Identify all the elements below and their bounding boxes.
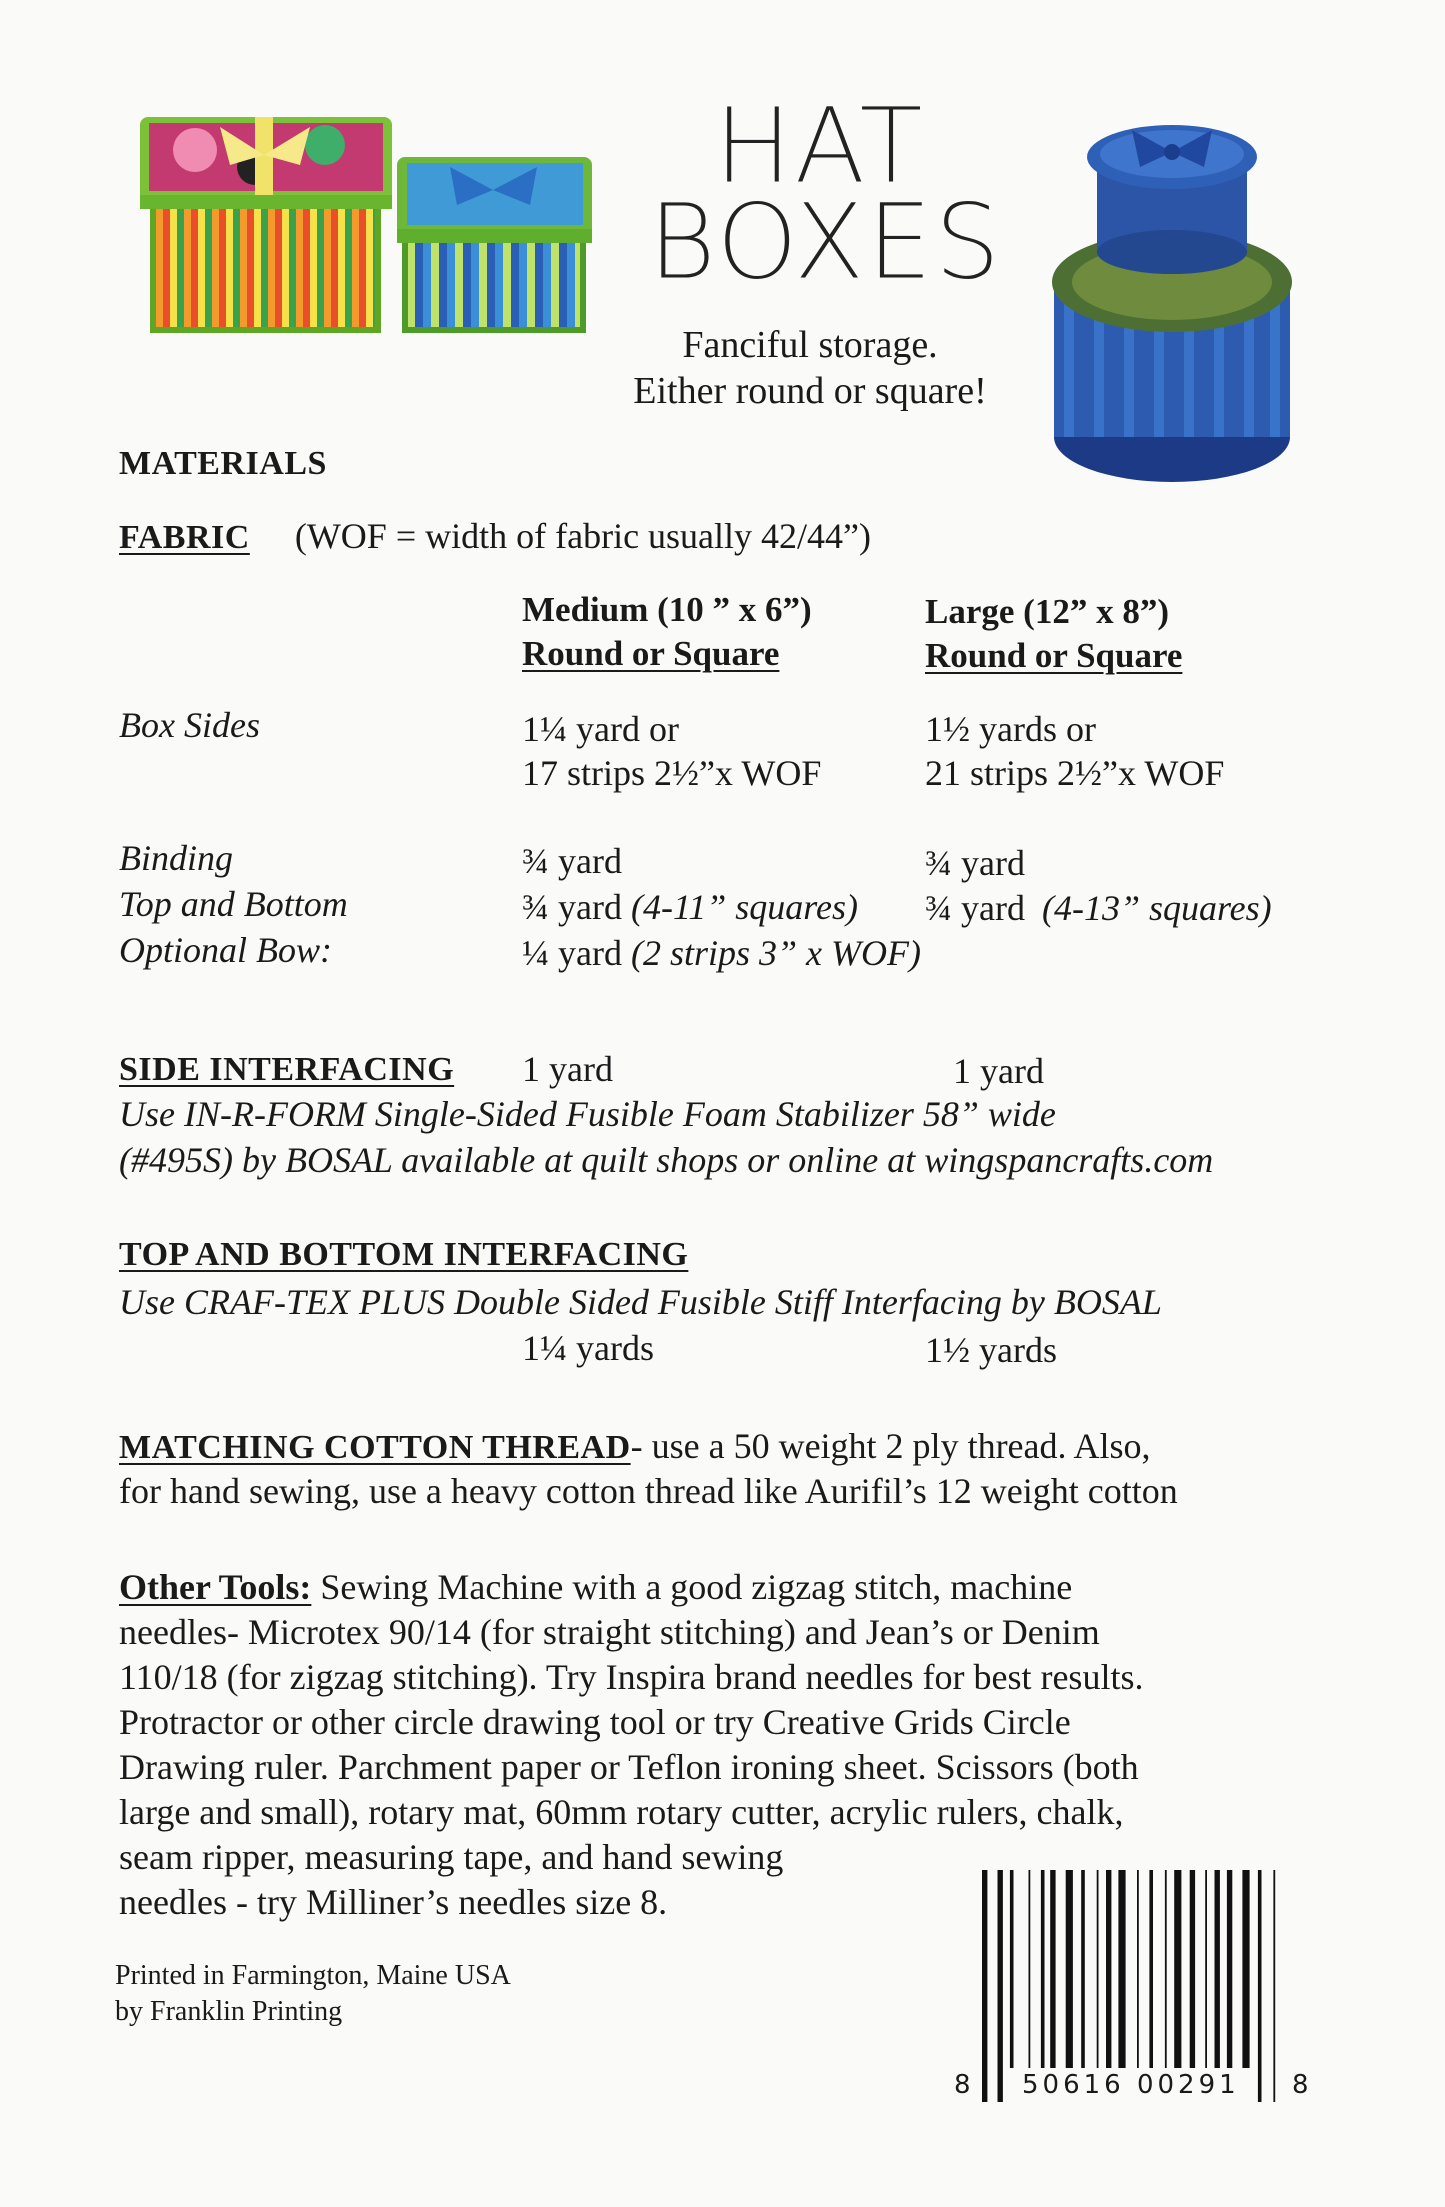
barcode-bar	[1097, 1870, 1099, 2068]
barcode-digits-middle: 50616 00291	[1022, 2070, 1240, 2100]
binding-label: Binding	[119, 838, 233, 878]
side-interfacing-line-1: Use IN-R-FORM Single-Sided Fusible Foam Stabilizer 58” wide	[119, 1094, 1056, 1134]
bow-medium	[522, 931, 921, 975]
top-bottom-interfacing-heading: TOP AND BOTTOM INTERFACING	[119, 1236, 689, 1273]
barcode-bar	[1190, 1870, 1195, 2068]
side-interfacing-large: 1 yard	[953, 1051, 1044, 1091]
barcode	[980, 1870, 1285, 2102]
barcode-bar	[1010, 1870, 1014, 2068]
box-sides-medium-line-2: 17 strips 2½”x WOF	[522, 753, 822, 793]
medium-column-header	[522, 588, 812, 676]
large-shape: Round or Square	[925, 636, 1183, 675]
box-sides-label: Box Sides	[119, 705, 260, 745]
side-interfacing-heading: SIDE INTERFACING	[119, 1051, 455, 1088]
barcode-bar	[1273, 1870, 1275, 2102]
bow-label: Optional Bow:	[119, 930, 332, 970]
thread-line-1	[119, 1424, 1151, 1470]
top-bottom-interfacing-large: 1½ yards	[925, 1330, 1057, 1370]
top-bottom-large-note: (4-13” squares)	[1041, 888, 1272, 928]
thread-heading: MATCHING COTTON THREAD	[119, 1429, 631, 1466]
box-sides-large-line-1: 1½ yards or	[925, 709, 1096, 749]
tools-line-5: Drawing ruler. Parchment paper or Teflon ironing sheet. Scissors (both	[119, 1747, 1139, 1787]
tools-heading: Other Tools:	[119, 1567, 312, 1607]
tools-line-1	[119, 1565, 1349, 1610]
box-sides-large	[925, 707, 1224, 795]
barcode-bar	[1149, 1870, 1153, 2102]
tagline-line-1: Fanciful storage.	[682, 324, 938, 366]
barcode-bar	[1106, 1870, 1111, 2068]
box-sides-medium	[522, 707, 821, 795]
thread-line-2: for hand sewing, use a heavy cotton thread like Aurifil’s 12 weight cotton	[119, 1471, 1178, 1511]
printed-info	[115, 1958, 511, 2030]
square-hat-boxes-photo	[135, 105, 600, 340]
barcode-bar	[1137, 1870, 1139, 2102]
tagline	[600, 322, 1020, 414]
round-hat-boxes-photo	[1042, 112, 1304, 487]
tools-line-3: 110/18 (for zigzag stitching). Try Inspira brand needles for best results.	[119, 1657, 1144, 1697]
barcode-bar	[982, 1870, 987, 2102]
barcode-digit-left: 8	[954, 2070, 975, 2100]
thread-text-1: - use a 50 weight 2 ply thread. Also,	[630, 1426, 1151, 1466]
top-bottom-medium-amount: ¾ yard	[522, 887, 622, 927]
barcode-bar	[1242, 1870, 1249, 2068]
title-line-1: HAT	[714, 85, 925, 207]
fabric-line	[119, 514, 871, 560]
barcode-bar	[1215, 1870, 1220, 2068]
binding-large: ¾ yard	[925, 843, 1025, 883]
large-column-header	[925, 590, 1182, 678]
barcode-bar	[1258, 1870, 1262, 2102]
top-bottom-large	[925, 886, 1272, 930]
barcode-bar	[1118, 1870, 1125, 2068]
side-interfacing-row	[119, 1046, 454, 1092]
bow-medium-note: (2 strips 3” x WOF)	[630, 933, 921, 973]
barcode-digit-right: 8	[1292, 2070, 1313, 2100]
printed-line-1: Printed in Farmington, Maine USA	[115, 1960, 511, 1991]
tools-line-6: large and small), rotary mat, 60mm rotary cutter, acrylic rulers, chalk,	[119, 1792, 1124, 1832]
tools-text-1: Sewing Machine with a good zigzag stitch, machine	[311, 1567, 1073, 1607]
top-bottom-large-amount: ¾ yard	[925, 888, 1025, 928]
barcode-bar	[1174, 1870, 1181, 2068]
side-interfacing-line-2: (#495S) by BOSAL available at quilt shops or online at wingspancrafts.com	[119, 1140, 1214, 1180]
medium-shape: Round or Square	[522, 634, 780, 673]
bow-medium-amount: ¼ yard	[522, 933, 622, 973]
tools-line-8: needles - try Milliner’s needles size 8.	[119, 1882, 668, 1922]
tools-line-7: seam ripper, measuring tape, and hand sewing	[119, 1837, 784, 1877]
top-bottom-interfacing-line-1: Use CRAF-TEX PLUS Double Sided Fusible Stiff Interfacing by BOSAL	[119, 1282, 1162, 1322]
fabric-heading: FABRIC	[119, 519, 250, 556]
box-sides-large-line-2: 21 strips 2½”x WOF	[925, 753, 1225, 793]
title-line-2: BOXES	[648, 181, 1003, 303]
top-bottom-label: Top and Bottom	[119, 884, 348, 924]
materials-heading: MATERIALS	[119, 445, 327, 482]
top-bottom-medium-note: (4-11” squares)	[630, 887, 858, 927]
tagline-line-2: Either round or square!	[633, 370, 987, 412]
barcode-bar	[1041, 1870, 1045, 2068]
barcode-bar	[1165, 1870, 1167, 2068]
tools-line-4: Protractor or other circle drawing tool or try Creative Grids Circle	[119, 1702, 1071, 1742]
barcode-bar	[1081, 1870, 1085, 2068]
barcode-bar	[998, 1870, 1003, 2102]
large-size: Large (12” x 8”)	[925, 592, 1169, 631]
top-bottom-medium	[522, 885, 858, 929]
barcode-bar	[1066, 1870, 1073, 2068]
printed-line-2: by Franklin Printing	[115, 1996, 343, 2027]
fabric-note: (WOF = width of fabric usually 42/44”)	[294, 516, 872, 556]
medium-size: Medium (10 ” x 6”)	[522, 590, 812, 629]
binding-medium: ¾ yard	[522, 841, 622, 881]
barcode-bar	[1227, 1870, 1232, 2068]
barcode-bar	[1205, 1870, 1207, 2068]
top-bottom-interfacing-medium: 1¼ yards	[522, 1328, 654, 1368]
tools-line-2: needles- Microtex 90/14 (for straight stitching) and Jean’s or Denim	[119, 1612, 1100, 1652]
box-sides-medium-line-1: 1¼ yard or	[522, 709, 679, 749]
barcode-bar	[1029, 1870, 1031, 2068]
barcode-bars	[982, 1870, 1275, 2102]
side-interfacing-medium: 1 yard	[522, 1049, 613, 1089]
barcode-bar	[1050, 1870, 1055, 2068]
